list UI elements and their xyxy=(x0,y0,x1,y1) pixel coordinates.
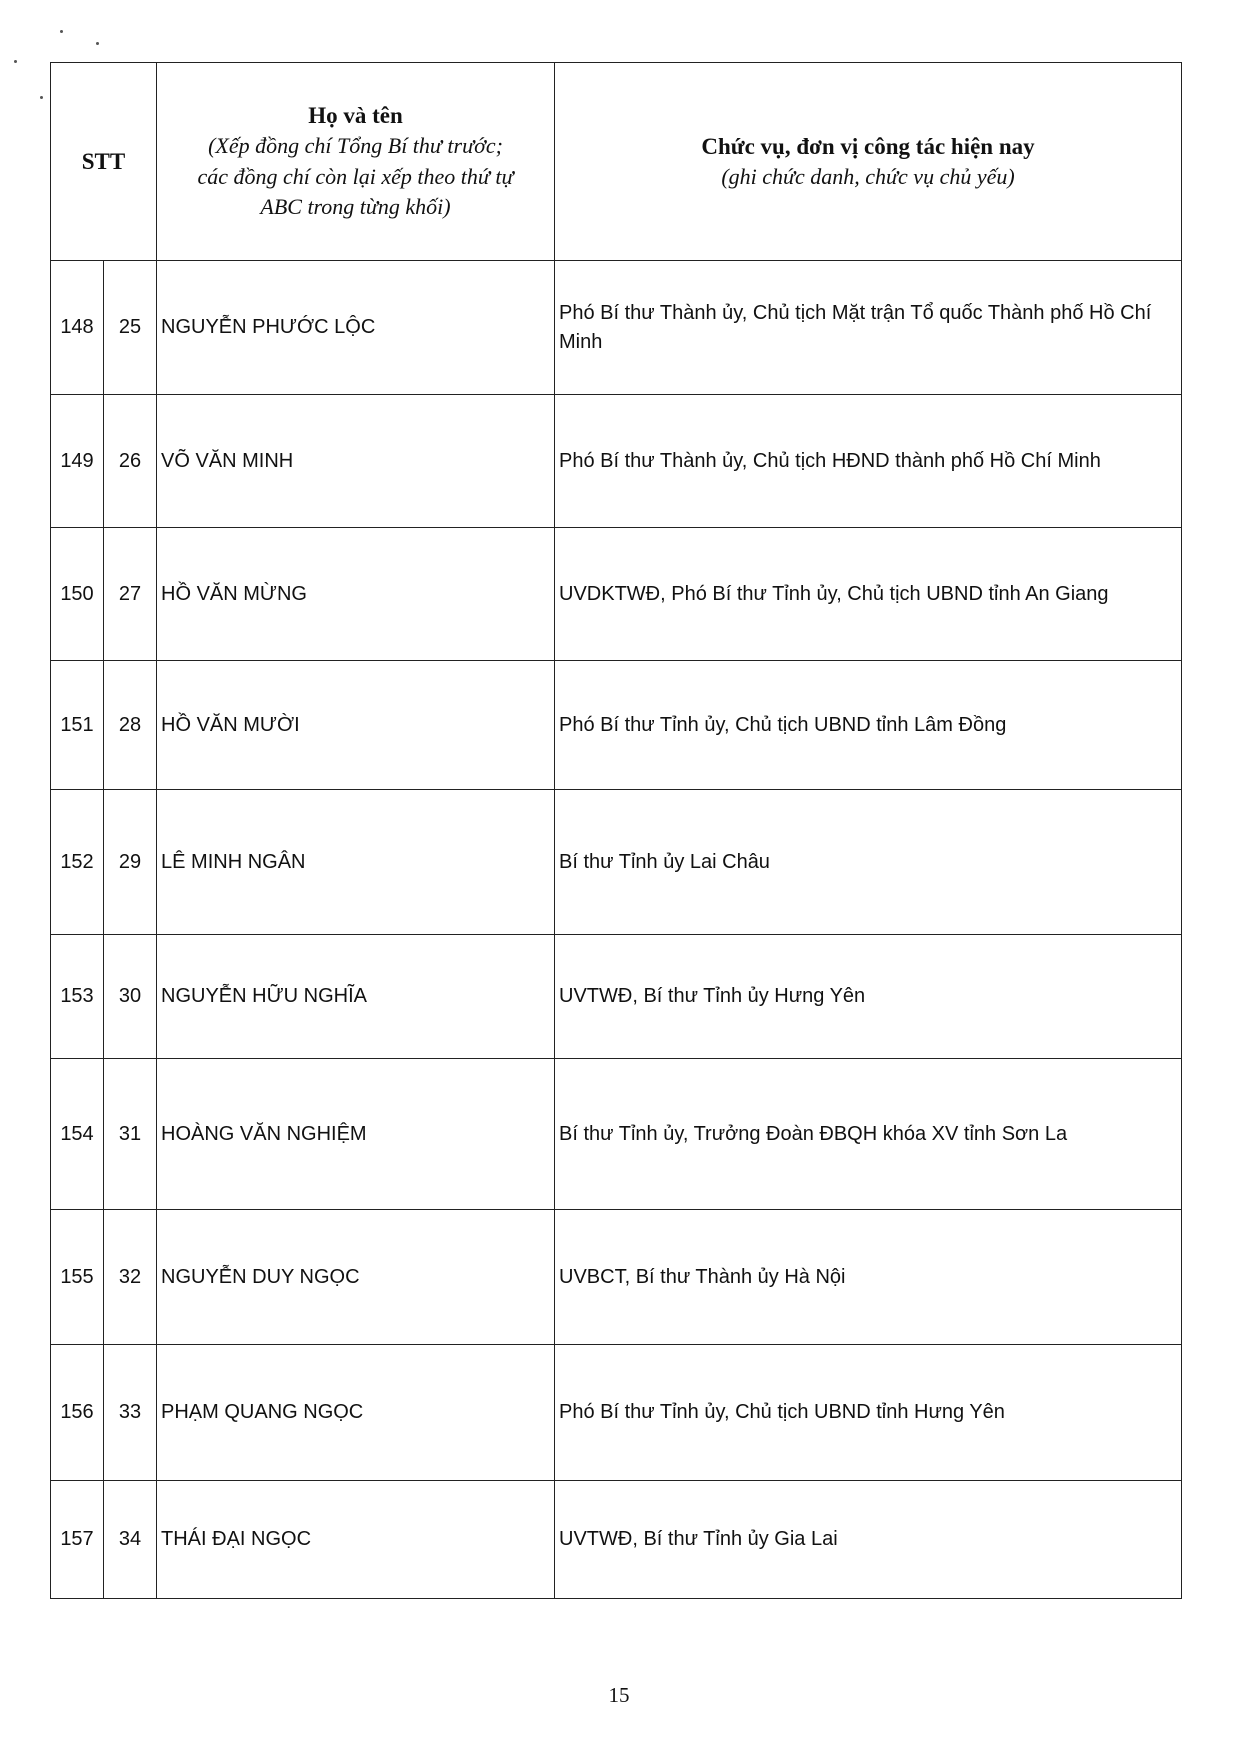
row-position: UVDKTWĐ, Phó Bí thư Tỉnh ủy, Chủ tịch UBND tỉnh An Giang xyxy=(555,528,1182,661)
row-position: UVTWĐ, Bí thư Tỉnh ủy Hưng Yên xyxy=(555,935,1182,1059)
table-row xyxy=(51,1210,1182,1345)
row-sub-stt: 25 xyxy=(104,261,157,395)
row-name: HỒ VĂN MỪNG xyxy=(157,528,555,661)
row-stt: 151 xyxy=(51,661,104,790)
row-position: Phó Bí thư Thành ủy, Chủ tịch HĐND thành phố Hồ Chí Minh xyxy=(555,395,1182,528)
table-row xyxy=(51,1345,1182,1481)
row-stt: 148 xyxy=(51,261,104,395)
table-header-row xyxy=(51,63,1182,261)
row-position: UVBCT, Bí thư Thành ủy Hà Nội xyxy=(555,1210,1182,1345)
row-name: HỒ VĂN MƯỜI xyxy=(157,661,555,790)
table-row xyxy=(51,528,1182,661)
row-stt: 149 xyxy=(51,395,104,528)
table-row xyxy=(51,261,1182,395)
scan-speck xyxy=(96,42,99,45)
row-sub-stt: 27 xyxy=(104,528,157,661)
header-stt: STT xyxy=(51,63,157,261)
header-position: Chức vụ, đơn vị công tác hiện nay (ghi chức danh, chức vụ chủ yếu) xyxy=(555,63,1182,261)
row-position: Bí thư Tỉnh ủy Lai Châu xyxy=(555,790,1182,935)
row-stt: 155 xyxy=(51,1210,104,1345)
row-sub-stt: 32 xyxy=(104,1210,157,1345)
row-name: VÕ VĂN MINH xyxy=(157,395,555,528)
row-name: HOÀNG VĂN NGHIỆM xyxy=(157,1059,555,1210)
row-sub-stt: 29 xyxy=(104,790,157,935)
table-row xyxy=(51,1481,1182,1599)
row-position: Phó Bí thư Tỉnh ủy, Chủ tịch UBND tỉnh Hưng Yên xyxy=(555,1345,1182,1481)
row-sub-stt: 33 xyxy=(104,1345,157,1481)
row-stt: 154 xyxy=(51,1059,104,1210)
scan-speck xyxy=(14,60,17,63)
page-number: 15 xyxy=(608,1683,630,1707)
header-name: Họ và tên (Xếp đồng chí Tổng Bí thư trước; các đồng chí còn lại xếp theo thứ tự ABC trong từng khối) xyxy=(157,63,555,261)
scan-speck xyxy=(40,96,43,99)
table-row xyxy=(51,935,1182,1059)
row-sub-stt: 28 xyxy=(104,661,157,790)
table-row xyxy=(51,1059,1182,1210)
row-sub-stt: 30 xyxy=(104,935,157,1059)
row-position: Phó Bí thư Thành ủy, Chủ tịch Mặt trận Tổ quốc Thành phố Hồ Chí Minh xyxy=(555,261,1182,395)
row-position: Phó Bí thư Tỉnh ủy, Chủ tịch UBND tỉnh Lâm Đồng xyxy=(555,661,1182,790)
row-name: NGUYỄN DUY NGỌC xyxy=(157,1210,555,1345)
row-stt: 157 xyxy=(51,1481,104,1599)
row-name: PHẠM QUANG NGỌC xyxy=(157,1345,555,1481)
row-name: THÁI ĐẠI NGỌC xyxy=(157,1481,555,1599)
row-sub-stt: 26 xyxy=(104,395,157,528)
row-stt: 150 xyxy=(51,528,104,661)
row-sub-stt: 34 xyxy=(104,1481,157,1599)
row-name: NGUYỄN PHƯỚC LỘC xyxy=(157,261,555,395)
member-table xyxy=(50,62,1182,1599)
row-position: Bí thư Tỉnh ủy, Trưởng Đoàn ĐBQH khóa XV tỉnh Sơn La xyxy=(555,1059,1182,1210)
row-sub-stt: 31 xyxy=(104,1059,157,1210)
row-stt: 153 xyxy=(51,935,104,1059)
row-name: NGUYỄN HỮU NGHĨA xyxy=(157,935,555,1059)
row-position: UVTWĐ, Bí thư Tỉnh ủy Gia Lai xyxy=(555,1481,1182,1599)
scan-speck xyxy=(60,30,63,33)
table-row xyxy=(51,661,1182,790)
table-row xyxy=(51,395,1182,528)
table-row xyxy=(51,790,1182,935)
row-name: LÊ MINH NGÂN xyxy=(157,790,555,935)
row-stt: 156 xyxy=(51,1345,104,1481)
row-stt: 152 xyxy=(51,790,104,935)
